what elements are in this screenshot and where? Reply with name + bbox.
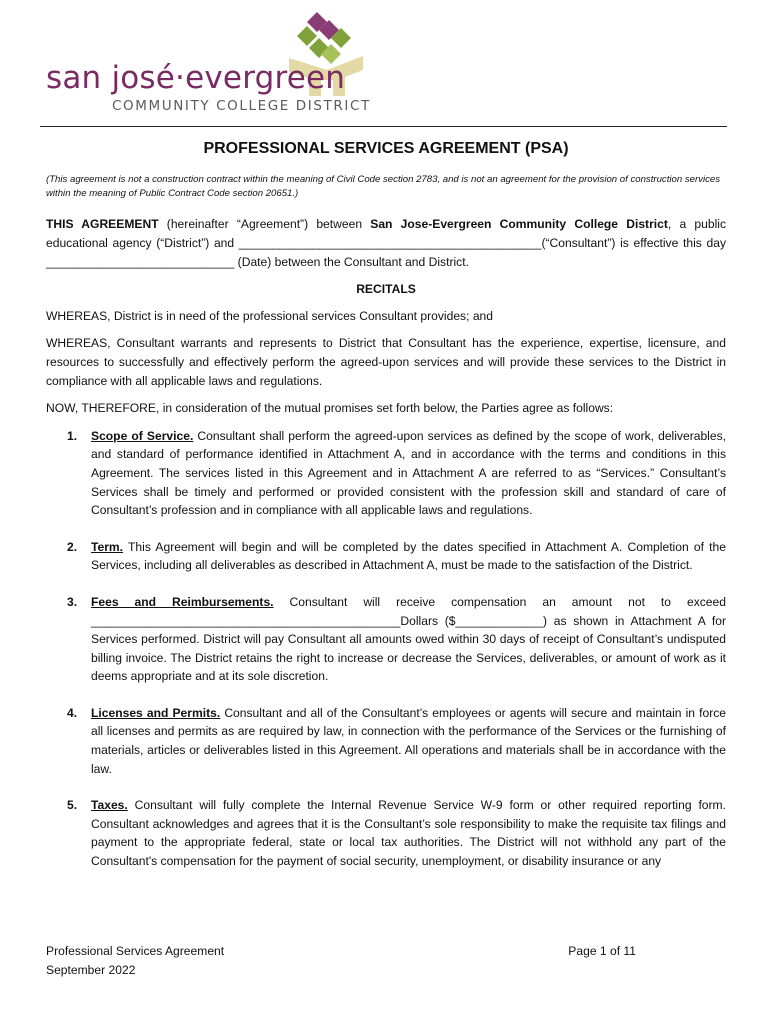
section-number: 5. bbox=[67, 798, 78, 813]
intro-part2: , a public educational agency (“District”) and _____________________________________________(“Consultant”) is effective this day ____________________________ (Date) between the Consultant and District. bbox=[46, 217, 727, 269]
intro-part1: (hereinafter “Agreement”) between bbox=[158, 217, 371, 232]
page-footer bbox=[46, 942, 636, 980]
section-title: Term. bbox=[91, 539, 124, 554]
section-text: Consultant will receive compensation an amount not to exceed ______________________________________________Dollars ($_____________) as shown in Attachment A for Services performed. District will pay Consultant all amounts owed within 30 days of receipt of Consultant’s undisputed billing invoice. The District retains the right to increase or decrease the Services, deliverables, or amount of work as it deems appropriate and at its sole discretion. bbox=[91, 594, 726, 684]
section-text: Consultant will fully complete the Internal Revenue Service W-9 form or other required reporting form. Consultant acknowledges and agrees that it is the Consultant’s sole responsibility to make the requisite tax filings and payment to the appropriate federal, state or local tax authorities. The District will not withhold any part of the Consultant's compensation for the payment of social security, unemployment, or disability insurance or any bbox=[91, 798, 726, 869]
section-title: Taxes. bbox=[91, 798, 128, 813]
section-fees bbox=[46, 593, 726, 686]
agreement-sections bbox=[46, 427, 726, 871]
document-title: PROFESSIONAL SERVICES AGREEMENT (PSA) bbox=[203, 140, 569, 157]
section-term bbox=[46, 538, 726, 575]
section-number: 2. bbox=[67, 539, 78, 554]
disclaimer: (This agreement is not a construction contract within the meaning of Civil Code section 2783, and is not an agreement for the provision of construction services within the meaning of Public Contract Code section 20651.) bbox=[46, 173, 721, 199]
district-name: San Jose-Evergreen Community College District bbox=[370, 217, 668, 232]
district-logo bbox=[44, 10, 374, 122]
section-text: This Agreement will begin and will be completed by the dates specified in Attachment A. Completion of the Services, including all deliverables as described in Attachment A, must be made to the satisfaction of the District. bbox=[91, 539, 726, 573]
section-number: 3. bbox=[67, 594, 78, 609]
recitals-heading: RECITALS bbox=[356, 282, 416, 297]
header-divider bbox=[40, 126, 727, 127]
section-title: Licenses and Permits. bbox=[91, 705, 221, 720]
logo-wordmark: san josé·evergreen bbox=[46, 60, 346, 96]
section-text: Consultant and all of the Consultant’s employees or agents will secure and maintain in force all licenses and permits as are required by law, in connection with the performance of the Services or the furnishing of materials, articles or deliverables listed in this Agreement. All operations and materials shall be in accordance with the law. bbox=[91, 705, 726, 776]
section-title: Fees and Reimbursements. bbox=[91, 594, 274, 609]
recital-2: WHEREAS, Consultant warrants and represents to District that Consultant has the experience, expertise, licensure, and resources to successfully and effectively perform the agreed-upon services and will provide these services to the District in compliance with all applicable laws and regulations. bbox=[46, 336, 726, 388]
logo-subtitle: COMMUNITY COLLEGE DISTRICT bbox=[112, 98, 371, 114]
footer-date: September 2022 bbox=[46, 963, 136, 977]
section-scope bbox=[46, 427, 726, 520]
section-licenses bbox=[46, 704, 726, 778]
section-number: 1. bbox=[67, 428, 78, 443]
page-number: Page 1 of 11 bbox=[568, 944, 636, 958]
document-body bbox=[46, 140, 726, 889]
recital-3: NOW, THEREFORE, in consideration of the mutual promises set forth below, the Parties agree as follows: bbox=[46, 401, 614, 416]
intro-lead: THIS AGREEMENT bbox=[46, 217, 159, 232]
section-text: Consultant shall perform the agreed-upon services as defined by the scope of work, deliverables, and standard of performance identified in Attachment A, and in accordance with the terms and conditions in this Agreement. The services listed in this Agreement and in Attachment A are referred to as “Services.” Consultant’s Services shall be timely and performed or provided consistent with the profession skill and standard of care of Consultant’s profession and in compliance with all applicable laws and regulations. bbox=[91, 428, 726, 518]
footer-doc-name: Professional Services Agreement bbox=[46, 944, 225, 958]
intro-paragraph bbox=[46, 215, 726, 271]
section-taxes bbox=[46, 796, 726, 870]
section-title: Scope of Service. bbox=[91, 428, 194, 443]
recital-1: WHEREAS, District is in need of the professional services Consultant provides; and bbox=[46, 308, 493, 323]
section-number: 4. bbox=[67, 705, 78, 720]
